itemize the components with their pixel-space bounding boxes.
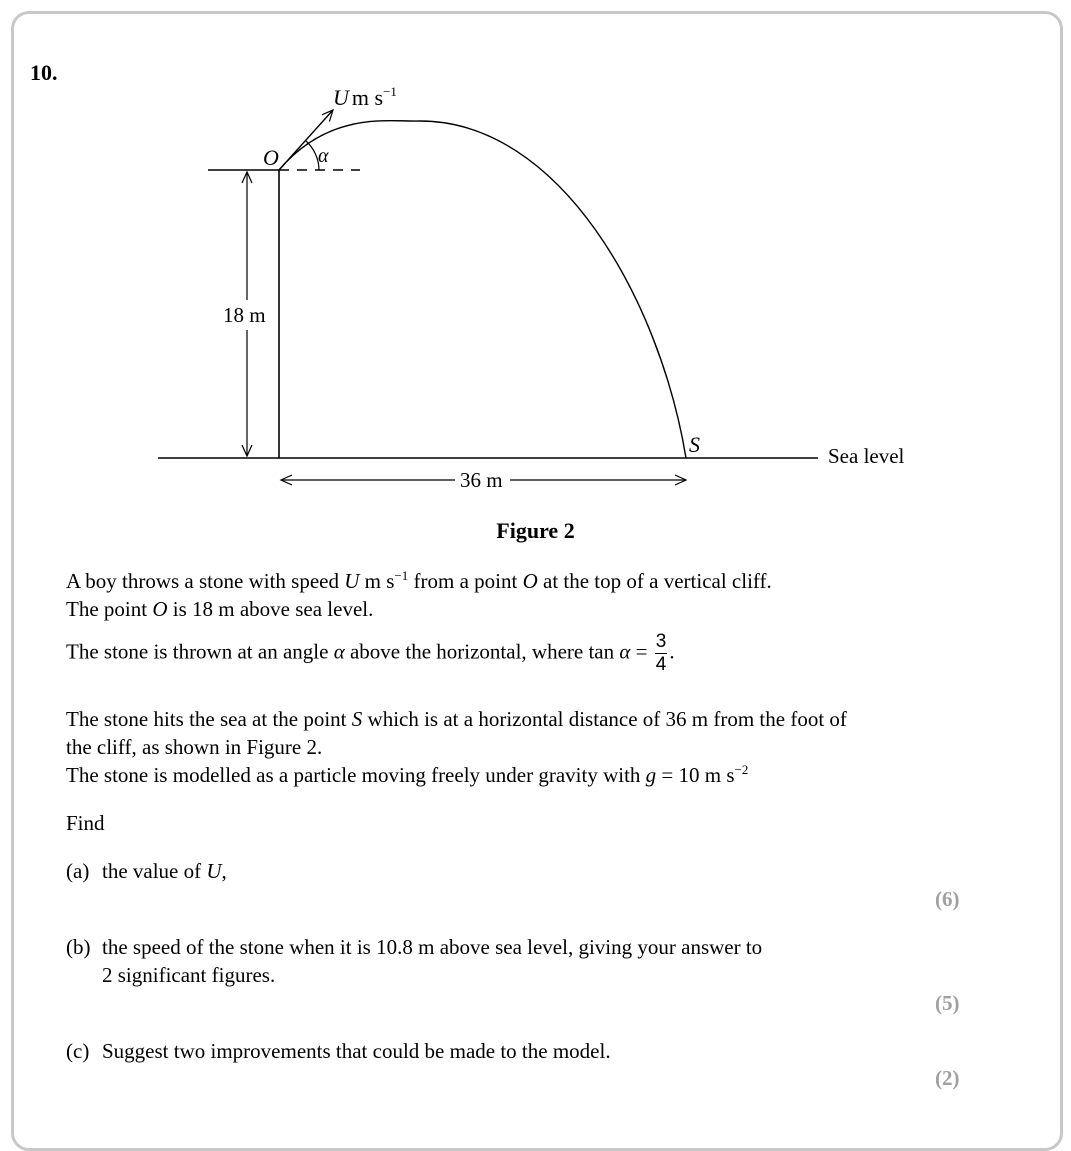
paragraph-5: the cliff, as shown in Figure 2. [66, 735, 323, 759]
part-a-marks: (6) [935, 887, 960, 911]
angle-label: α [318, 145, 329, 167]
paragraph-6: The stone is modelled as a particle moving freely under gravity with g = 10 m $s^{-2}$ [66, 762, 749, 787]
point-s-label: S [689, 432, 700, 457]
paragraph-3: The stone is thrown at an angle α above the horizontal, where tan α = $\frac{3}{4}$ . [66, 631, 675, 675]
velocity-label: U m $s^{-1}$ [333, 84, 397, 110]
paragraph-1: A boy throws a stone with speed U m $s^{-1}$ from a point O at the top of a vertical cliff. [66, 568, 772, 593]
part-c-marks: (2) [935, 1066, 960, 1090]
part-a: (a) the value of U, [66, 859, 227, 883]
projectile-diagram [0, 0, 1071, 500]
height-label: 18 m [223, 303, 266, 327]
distance-label: 36 m [460, 468, 503, 492]
tan-fraction: $\frac{3}{4}$ [655, 631, 667, 675]
sea-level-label: Sea level [828, 444, 905, 468]
question-number: 10. [30, 60, 58, 85]
paragraph-4: The stone hits the sea at the point S which is at a horizontal distance of 36 m from the foot of [66, 707, 847, 731]
part-b: (b) the speed of the stone when it is 10.8 m above sea level, giving your answer to [66, 935, 763, 959]
part-b-continued: 2 significant figures. [102, 963, 276, 987]
part-b-marks: (5) [935, 991, 960, 1015]
point-o-label: O [263, 145, 279, 170]
part-c: (c) Suggest two improvements that could be made to the model. [66, 1039, 611, 1063]
figure-caption: Figure 2 [496, 518, 575, 543]
paragraph-2: The point O is 18 m above sea level. [66, 597, 374, 621]
find-text: Find [66, 811, 105, 835]
trajectory-curve [279, 121, 686, 458]
